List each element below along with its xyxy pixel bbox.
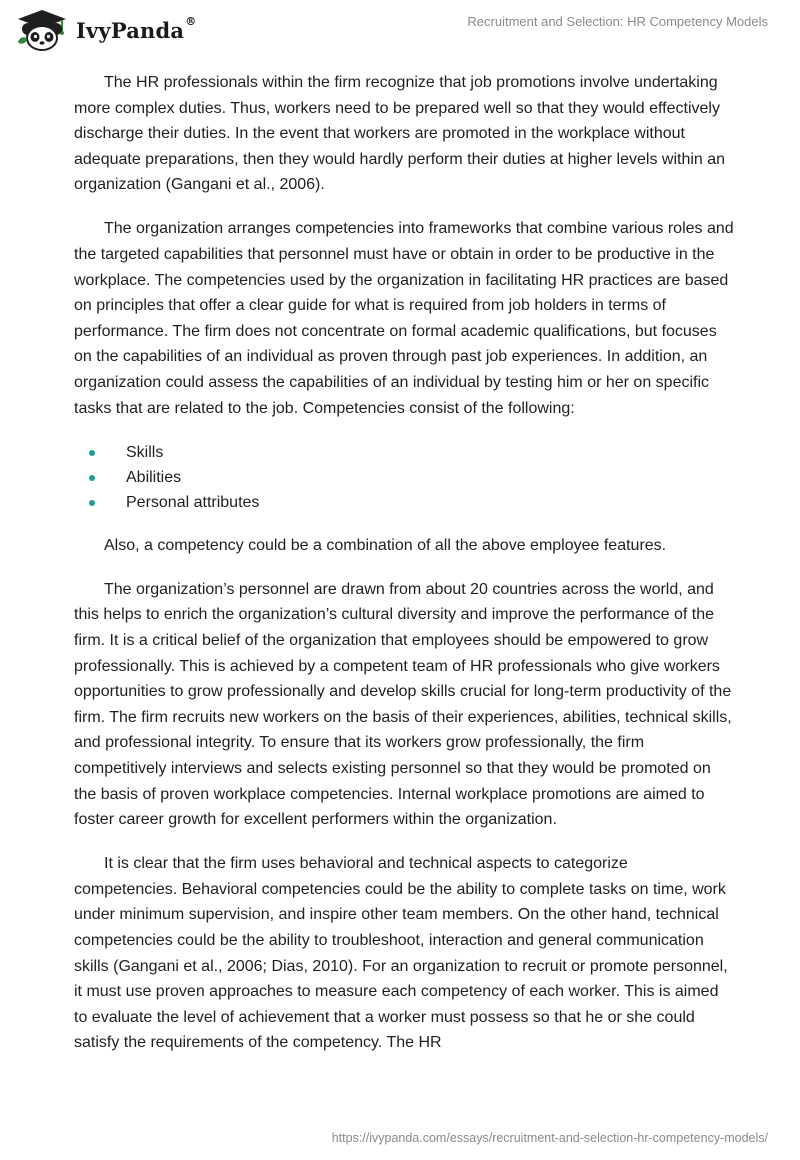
competency-list — [74, 440, 734, 515]
bullet-icon — [89, 450, 95, 456]
bullet-icon — [89, 500, 95, 506]
essay-body — [74, 70, 734, 1074]
paragraph: Also, a competency could be a combination of all the above employee features. — [104, 536, 667, 554]
brand-name: IvyPanda® — [76, 14, 197, 43]
list-item — [74, 440, 734, 465]
list-item-label: Personal attributes — [126, 493, 260, 511]
source-url[interactable]: https://ivypanda.com/essays/recruitment-and-selection-hr-competency-models/ — [331, 1131, 768, 1145]
list-item-label: Abilities — [126, 468, 182, 486]
paragraph: The organization arranges competencies into frameworks that combine various roles and the targeted capabilities that personnel must have or obtain in order to be productive in the workplace. The competencies used by the organization in facilitating HR practices are based on principles that offer a clear guide for what is required from job holders in terms of performance. The firm does not concentrate on formal academic qualifications, but focuses on the capabilities of an individual as proven through past job experiences. In addition, an organization could assess the capabilities of an individual by testing him or her on specific tasks that are related to the job. Competencies consist of the following: — [74, 220, 734, 417]
page-header — [0, 0, 800, 60]
paragraph: It is clear that the firm uses behavioral and technical aspects to categorize competencies. Behavioral competencies could be the ability to complete tasks on time, work under minimum supervision, and inspire other team members. On the other hand, technical competencies could be the ability to troubleshoot, interaction and general communication skills (Gangani et al., 2006; Dias, 2010). For an organization to recruit or promote personnel, it must use proven approaches to measure each competency of each worker. This is aimed to evaluate the level of achievement that a worker must possess so that he or she could satisfy the requirements of the competency. The HR — [74, 855, 728, 1052]
panda-graduate-icon — [14, 8, 70, 52]
bullet-icon — [89, 475, 95, 481]
list-item-label: Skills — [126, 443, 164, 461]
paragraph: The HR professionals within the firm recognize that job promotions involve undertaking more complex duties. Thus, workers need to be prepared well so that they would effectively discharge their duties. In the event that workers are promoted in the workplace without adequate preparations, then they would hardly perform their duties at higher levels within an organization (Gangani et al., 2006). — [74, 74, 726, 194]
list-item — [74, 465, 734, 490]
document-title: Recruitment and Selection: HR Competency Models — [467, 14, 768, 29]
list-item — [74, 490, 734, 515]
paragraph: The organization’s personnel are drawn from about 20 countries across the world, and this helps to enrich the organization’s cultural diversity and improve the performance of the firm. It is a critical belief of the organization that employees should be empowered to grow professionally. This is achieved by a competent team of HR professionals who give workers opportunities to grow professionally and develop skills crucial for long-term productivity of the firm. The firm recruits new workers on the basis of their experiences, abilities, technical skills, and professional integrity. To ensure that its workers grow professionally, the firm competitively interviews and selects existing personnel so that they would be promoted on the basis of proven workplace competencies. Internal workplace promotions are aimed to foster career growth for excellent performers within the organization. — [74, 580, 732, 829]
brand-logo[interactable] — [14, 8, 196, 52]
